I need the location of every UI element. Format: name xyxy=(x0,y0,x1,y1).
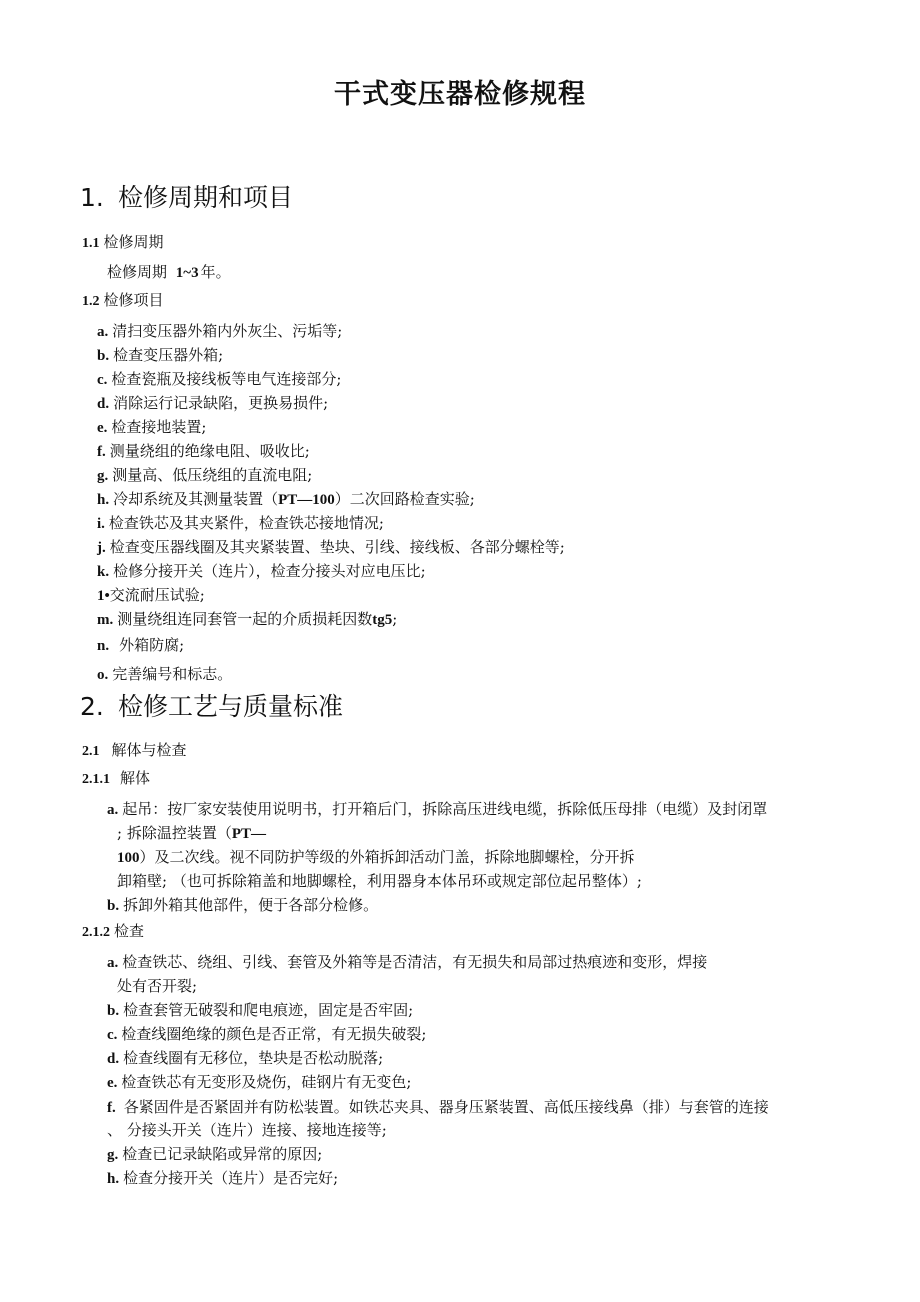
section-1-title: 检修周期和项目 xyxy=(118,183,294,212)
subsection-2-1-1-number: 2.1.1 xyxy=(82,772,110,787)
list-item xyxy=(97,512,384,533)
item-marker: c. xyxy=(107,1027,118,1043)
item-marker: a. xyxy=(97,324,109,340)
item-text: 完善编号和标志。 xyxy=(112,665,233,683)
section-2-heading xyxy=(80,687,343,723)
inspection-item-e xyxy=(107,1071,411,1092)
list-item xyxy=(97,608,397,629)
item-text: ）及二次线。视不同防护等级的外箱拆卸活动门盖，拆除地脚螺栓，分开拆 xyxy=(139,848,635,866)
subsection-2-1-label: 解体与检查 xyxy=(111,741,187,759)
item-text: 检查已记录缺陷或异常的原因; xyxy=(122,1145,323,1163)
list-item xyxy=(97,488,475,509)
list-item xyxy=(97,440,310,461)
item-text: 各紧固件是否紧固并有防松装置。如铁芯夹具、器身压紧装置、高低压接线鼻（排）与套管的连接 xyxy=(123,1098,769,1116)
disassembly-item-a-line2 xyxy=(117,822,266,843)
cycle-suffix: 年。 xyxy=(200,263,231,281)
document-title: 干式变压器检修规程 xyxy=(334,79,586,110)
subsection-1-1 xyxy=(82,231,164,252)
item-marker: k. xyxy=(97,564,110,580)
section-2-number: 2. xyxy=(80,692,104,721)
item-text: 测量绕组连同套管一起的介质损耗因数 xyxy=(117,610,373,628)
list-item xyxy=(97,663,232,684)
item-code: 100 xyxy=(117,850,140,866)
item-marker: g. xyxy=(107,1147,119,1163)
item-text: ; 拆除温控装置（ xyxy=(117,824,232,842)
subsection-1-2 xyxy=(82,289,164,310)
section-1-heading xyxy=(80,178,293,214)
item-text: 消除运行记录缺陷，更换易损件; xyxy=(113,394,329,412)
list-item xyxy=(97,464,312,485)
item-marker: f. xyxy=(97,444,106,460)
list-item xyxy=(97,416,206,437)
item-text: 起吊：按厂家安装使用说明书，打开箱后门，拆除高压进线电缆，拆除低压母排（电缆）及封闭罩 xyxy=(122,800,768,818)
inspection-item-f-line2: 、 分接头开关（连片）连接、接地连接等; xyxy=(107,1121,387,1139)
item-text: 冷却系统及其测量装置（ xyxy=(113,490,279,508)
inspection-item-f xyxy=(107,1096,769,1117)
item-text: 清扫变压器外箱内外灰尘、污垢等; xyxy=(112,322,343,340)
item-code: tg5 xyxy=(372,612,393,628)
disassembly-item-a xyxy=(107,798,767,819)
item-code: PT—100 xyxy=(278,492,335,508)
disassembly-item-a-line4: 卸箱壁; （也可拆除箱盖和地脚螺栓，利用器身本体吊环或规定部位起吊整体）; xyxy=(117,872,642,890)
inspection-item-a-line2: 处有否开裂; xyxy=(117,977,198,995)
section-2-title: 检修工艺与质量标准 xyxy=(118,692,344,721)
inspection-item-a xyxy=(107,951,707,972)
inspection-item-h xyxy=(107,1167,338,1188)
item-text: 检查铁芯、绕组、引线、套管及外箱等是否清洁，有无损失和局部过热痕迹和变形，焊接 xyxy=(122,953,708,971)
item-marker: b. xyxy=(97,348,110,364)
item-marker: j. xyxy=(97,540,106,556)
item-marker: f. xyxy=(107,1100,116,1116)
cycle-prefix: 检修周期 xyxy=(107,263,168,281)
item-text: ; xyxy=(392,610,398,628)
item-text: 检查接地装置; xyxy=(111,418,207,436)
subsection-1-1-label: 检修周期 xyxy=(103,233,164,251)
item-text: 测量高、低压绕组的直流电阻; xyxy=(112,466,313,484)
item-text: 外箱防腐; xyxy=(119,636,185,654)
section-1-number: 1. xyxy=(80,183,104,212)
item-marker: h. xyxy=(107,1171,120,1187)
subsection-1-2-label: 检修项目 xyxy=(103,291,164,309)
item-marker: d. xyxy=(107,1051,120,1067)
item-marker: c. xyxy=(97,372,108,388)
subsection-2-1-2-label: 检查 xyxy=(114,922,145,940)
subsection-2-1-2-number: 2.1.2 xyxy=(82,925,110,940)
item-marker: g. xyxy=(97,468,109,484)
item-marker: a. xyxy=(107,802,119,818)
inspection-item-d xyxy=(107,1047,383,1068)
subsection-1-1-number: 1.1 xyxy=(82,236,100,251)
item-text: 交流耐压试验; xyxy=(109,586,205,604)
item-code: PT— xyxy=(231,826,266,842)
disassembly-item-a-line3 xyxy=(117,846,635,867)
subsection-1-2-number: 1.2 xyxy=(82,294,100,309)
list-item xyxy=(97,560,426,581)
disassembly-item-b xyxy=(107,894,378,915)
list-item xyxy=(97,368,341,389)
item-text: 检查线圈绝缘的颜色是否正常，有无损失破裂; xyxy=(121,1025,427,1043)
item-text: 检查瓷瓶及接线板等电气连接部分; xyxy=(111,370,342,388)
item-marker: m. xyxy=(97,612,114,628)
item-marker: 1• xyxy=(97,588,110,604)
list-item xyxy=(97,634,184,655)
item-text: 检查线圈有无移位，垫块是否松动脱落; xyxy=(123,1049,384,1067)
list-item xyxy=(97,536,565,557)
item-text: 检查铁芯及其夹紧件，检查铁芯接地情况; xyxy=(108,514,384,532)
item-marker: h. xyxy=(97,492,110,508)
item-text: 检查变压器外箱; xyxy=(113,346,224,364)
subsection-2-1-number: 2.1 xyxy=(82,744,100,759)
item-marker: b. xyxy=(107,898,120,914)
item-text: 拆卸外箱其他部件，便于各部分检修。 xyxy=(123,896,379,914)
item-text: ）二次回路检查实验; xyxy=(334,490,475,508)
item-marker: n. xyxy=(97,638,110,654)
subsection-2-1 xyxy=(82,739,187,760)
item-text: 检查套管无破裂和爬电痕迹，固定是否牢固; xyxy=(123,1001,414,1019)
subsection-2-1-1 xyxy=(82,767,150,788)
item-text: 检修分接开关（连片），检查分接头对应电压比; xyxy=(113,562,426,580)
item-marker: a. xyxy=(107,955,119,971)
item-text: 检查分接开关（连片）是否完好; xyxy=(123,1169,339,1187)
list-item xyxy=(97,584,205,605)
item-text: 检查铁芯有无变形及烧伤，硅钢片有无变色; xyxy=(121,1073,412,1091)
inspection-item-b xyxy=(107,999,413,1020)
item-marker: b. xyxy=(107,1003,120,1019)
item-marker: i. xyxy=(97,516,105,532)
item-marker: e. xyxy=(97,420,108,436)
item-marker: e. xyxy=(107,1075,118,1091)
list-item xyxy=(97,392,328,413)
item-marker: d. xyxy=(97,396,110,412)
cycle-line xyxy=(107,261,231,282)
subsection-2-1-2 xyxy=(82,920,144,941)
inspection-item-g xyxy=(107,1143,322,1164)
inspection-item-c xyxy=(107,1023,426,1044)
list-item xyxy=(97,320,342,341)
item-text: 检查变压器线圈及其夹紧装置、垫块、引线、接线板、各部分螺栓等; xyxy=(109,538,565,556)
item-marker: o. xyxy=(97,667,109,683)
subsection-2-1-1-label: 解体 xyxy=(120,769,151,787)
cycle-value: 1~3 xyxy=(175,265,199,281)
item-text: 测量绕组的绝缘电阻、吸收比; xyxy=(109,442,310,460)
list-item xyxy=(97,344,223,365)
